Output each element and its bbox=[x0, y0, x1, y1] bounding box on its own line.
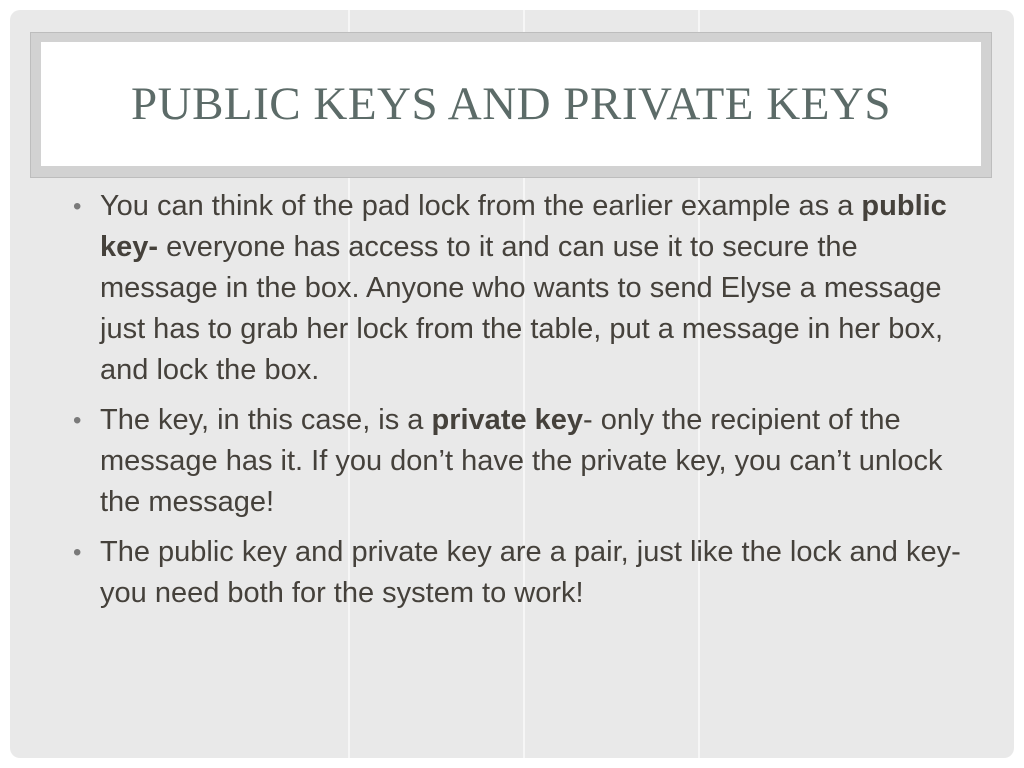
bullet-item bbox=[73, 186, 973, 391]
bullet-text: everyone has access to it and can use it to secure the message in the box. Anyone who wants to send Elyse a message just has to grab her lock from the table, put a message in her box, and lock the box. bbox=[100, 231, 944, 386]
bullet-item bbox=[73, 400, 973, 523]
bullet-text: The public key and private key are a pair, just like the lock and key- you need both for the system to work! bbox=[100, 536, 961, 609]
title-box bbox=[41, 42, 981, 166]
bullet-text: The key, in this case, is a bbox=[100, 404, 432, 436]
bullet-dot-icon: • bbox=[73, 193, 82, 220]
bullet-bold-term: public key- bbox=[100, 190, 947, 263]
bullet-dot-icon: • bbox=[73, 407, 82, 434]
title-frame bbox=[30, 32, 992, 178]
slide-title: PUBLIC KEYS AND PRIVATE KEYS bbox=[130, 78, 891, 130]
bullet-dot-icon: • bbox=[73, 539, 82, 566]
bullet-item bbox=[73, 532, 973, 614]
bullet-list bbox=[73, 186, 973, 623]
slide bbox=[10, 10, 1014, 758]
bullet-bold-term: private key bbox=[431, 404, 584, 436]
bullet-text: - only the recipient of the message has it. If you don’t have the private key, you can’t unlock the message! bbox=[100, 404, 943, 518]
bullet-text: You can think of the pad lock from the earlier example as a bbox=[100, 190, 862, 222]
